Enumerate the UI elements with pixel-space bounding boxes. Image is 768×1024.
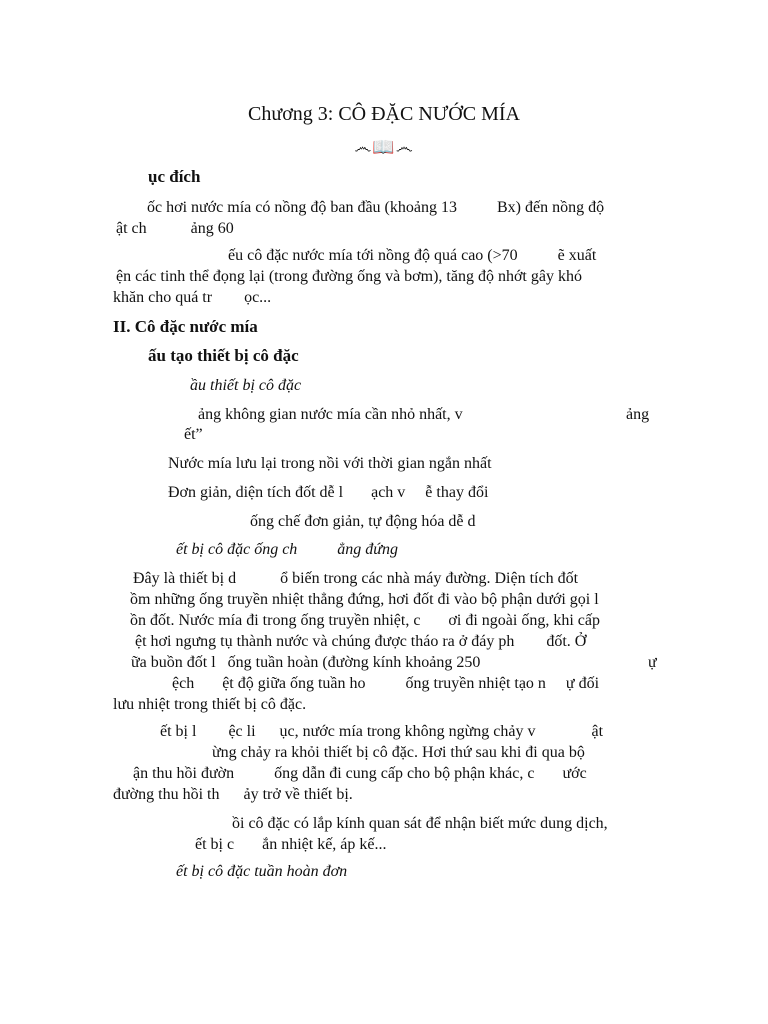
- chapter-title: Chương 3: CÔ ĐẶC NƯỚC MÍA: [248, 103, 520, 125]
- paragraph-line: ếu cô đặc nước mía tới nồng độ quá cao (>70 ẽ xuất: [228, 247, 597, 264]
- paragraph-line: ồm những ống truyền nhiệt thẳng đứng, hơi đốt đi vào bộ phận dưới gọi l: [130, 591, 599, 608]
- paragraph-line: ận thu hồi đườn ống dẫn đi cung cấp cho bộ phận khác, c ước: [133, 765, 587, 782]
- italic-heading-requirements: ầu thiết bị cô đặc: [190, 377, 302, 394]
- paragraph-line: ảng không gian nước mía cần nhỏ nhất, v: [198, 406, 463, 423]
- paragraph-line: ốc hơi nước mía có nồng độ ban đầu (khoảng 13 Bx) đến nồng độ: [147, 199, 605, 216]
- paragraph-line: lưu nhiệt trong thiết bị cô đặc.: [113, 696, 307, 713]
- section-heading-evaporation: II. Cô đặc nước mía: [113, 317, 258, 336]
- paragraph-line: ảng: [626, 406, 650, 423]
- paragraph-line: ật ch ảng 60: [116, 220, 234, 237]
- paragraph-line: Đây là thiết bị d ổ biến trong các nhà máy đường. Diện tích đốt: [133, 570, 579, 587]
- paragraph-line: ết bị c ắn nhiệt kế, áp kế...: [195, 836, 387, 853]
- paragraph-line: ện các tinh thể đọng lại (trong đường ống và bơm), tăng độ nhớt gây khó: [116, 268, 582, 285]
- paragraph-line: ữa buồn đốt l ống tuần hoàn (đường kính khoảng 250: [131, 654, 481, 671]
- paragraph-line: ồn đốt. Nước mía đi trong ống truyền nhiệt, c ơi đi ngoài ống, khi cấp: [130, 612, 600, 629]
- section-heading-purpose: ục đích: [148, 167, 201, 186]
- italic-heading-simple-circulation: ết bị cô đặc tuần hoàn đơn: [176, 863, 348, 880]
- italic-heading-vertical-tube: ết bị cô đặc ống ch ẳng đứng: [176, 541, 399, 558]
- paragraph-line: ồi cô đặc có lắp kính quan sát để nhận biết mức dung dịch,: [232, 815, 608, 832]
- paragraph-line: ự: [648, 654, 657, 671]
- list-item: ống chế đơn giản, tự động hóa dễ d: [250, 513, 476, 530]
- list-item: Nước mía lưu lại trong nồi với thời gian ngắn nhất: [168, 455, 492, 472]
- subsection-heading-structure: ấu tạo thiết bị cô đặc: [148, 346, 299, 365]
- paragraph-line: ừng chảy ra khỏi thiết bị cô đặc. Hơi thứ sau khi đi qua bộ: [212, 744, 585, 761]
- paragraph-line: đường thu hồi th ảy trở về thiết bị.: [113, 786, 353, 803]
- book-ornament-icon: ෴📖෴: [354, 137, 414, 157]
- paragraph-line: ết bị l ệc li ục, nước mía trong không ngừng chảy v ật: [160, 723, 604, 740]
- paragraph-line: ết”: [184, 426, 203, 443]
- paragraph-line: ệt hơi ngưng tụ thành nước và chúng được tháo ra ở đáy ph đốt. Ở: [135, 633, 587, 650]
- list-item: Đơn giản, diện tích đốt dễ l ạch v ễ thay đổi: [168, 484, 489, 501]
- paragraph-line: khăn cho quá tr ọc...: [113, 289, 272, 306]
- paragraph-line: ệch ệt độ giữa ống tuần ho ống truyền nhiệt tạo n ự đối: [172, 675, 600, 692]
